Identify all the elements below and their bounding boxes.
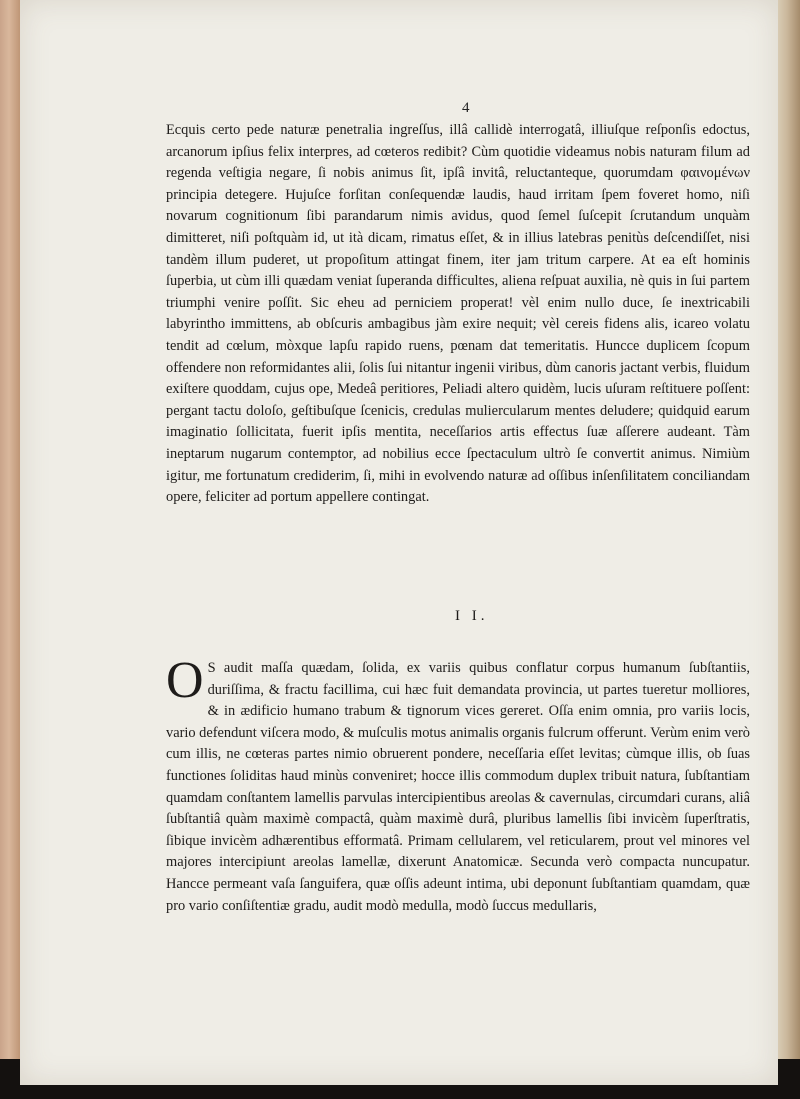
book-left-edge bbox=[0, 0, 20, 1060]
book-right-edge bbox=[778, 0, 800, 1060]
paragraph-2-text: S audit maſſa quædam, ſolida, ex variis quibus conflatur corpus humanum ſubſtantiis, duriſſima, & fractu facillima, cui hæc fuit demandata provincia, ut partes tueretur molliores, & in ædificio humano trabum & tignorum vices gereret. Oſſa enim omnia, pro variis locis, vario defendunt viſcera modo, & muſculis motus animalis organis fulcrum offerunt. Verùm enim verò cum illis, ne cœteras partes nimio obruerent pondere, neceſſaria eſſet levitas; cùmque illis, ob ſuas functiones ſoliditas haud minùs conveniret; hocce illis commodum duplex tribuit natura, ſubſtantiam quamdam conſtantem lamellis parvulas intercipientibus areolas & cavernulas, circumdari curans, aliâ ſubſtantiâ quàm maximè compactâ, quàm maximè durâ, pluribus lamellis ſibi invicèm ſuperſtratis, ſibique invicèm adhærentibus efformatâ. Primam cellularem, vel reticularem, prout vel minores vel majores intercipiunt areolas lamellæ, dixerunt Anatomicæ. Secunda verò compacta nuncupatur. Hancce permeant vaſa ſanguifera, quæ oſſis adeunt intima, ubi deponunt ſubſtantiam quamdam, quæ pro vario conſiſtentiæ gradu, audit modò medulla, modò ſuccus medullaris, bbox=[166, 660, 750, 914]
section-heading: I I. bbox=[455, 608, 489, 624]
paragraph-1-text: Ecquis certo pede naturæ penetralia ingreſſus, illâ callidè interrogatâ, illiuſque reſponſis edoctus, arcanorum ipſius felix interpres, ad cœteros redibit? Cùm quotidie videamus nobis naturam filum ad regenda veſtigia negare, ſi nobis animus ſit, ipſâ invitâ, reluctanteque, quorumdam φαινομένων principia detegere. Hujuſce forſitan conſequendæ laudis, haud irritam ſpem foveret homo, niſi novarum cognitionum ſibi parandarum nimis avidus, quod ſemel ſuſcepit ſcrutandum unquàm dimitteret, niſi poſtquàm id, ut ità dicam, rimatus eſſet, & in illius latebras penitùs deſcendiſſet, nisi tandèm illum puderet, ut propoſitum attingat finem, iter jam tritum carpere. At ea eſt hominis ſuperbia, ut cùm illi quædam veniat ſuperanda difficultes, aliena reſpuat auxilia, nè quis in ſui partem triumphi venire poſſit. Sic eheu ad perniciem properat! vèl enim nullo duce, ſe inextricabili labyrintho immittens, ab obſcuris ambagibus jàm exire nequit; vèl cereis fidens alis, icareo volatu tendit ad cœlum, mòxque lapſu rapido ruens, pœnam dat temeritatis. Huncce duplicem ſcopum offendere non reformidantes alii, ſolis ſui nitantur ingenii viribus, dùm canoris jactant verbis, fluidum exiſtere quoddam, cujus ope, Medeâ peritiores, Peliadi altero quidèm, lucis uſuram reſtituere poſſent: pergant tactu doloſo, geſtibuſque ſcenicis, credulas muliercularum mentes deludere; quidquid earum imaginatio ſollicitata, fuerit ipſis mentita, neceſſarios artis effectus ſuæ aſſerere audeant. Tàm ineptarum nugarum contemptor, ad nobilius ecce ſpectaculum ultrò ſe convertit animus. Nimiùm igitur, me fortunatum crediderim, ſi, mihi in evolvendo naturæ ad oſſibus inſenſilitatem conciliandam opere, feliciter ad portum appellere contingat. bbox=[166, 122, 750, 506]
drop-cap: O bbox=[166, 652, 204, 709]
paragraph-2 bbox=[166, 652, 750, 917]
paragraph-1 bbox=[166, 120, 750, 509]
page-number: 4 bbox=[462, 100, 470, 116]
